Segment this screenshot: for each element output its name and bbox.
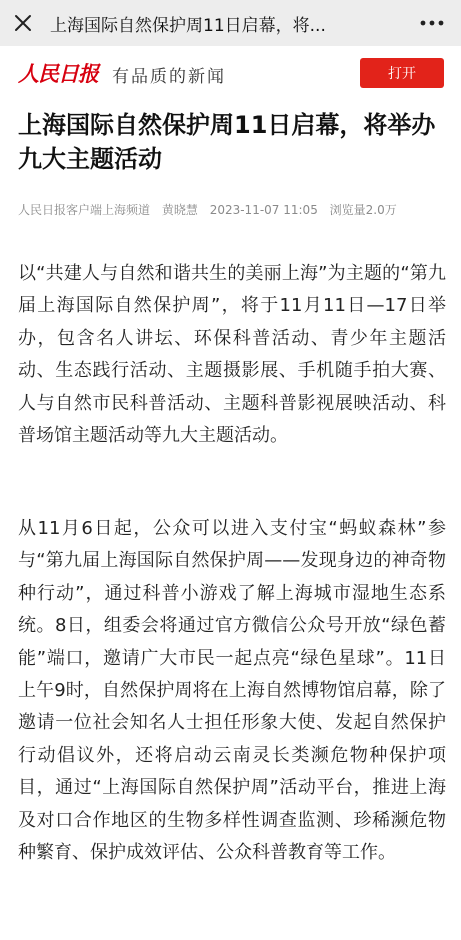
article-meta xyxy=(18,201,405,218)
close-icon xyxy=(14,14,32,32)
people-daily-logo: 人民日报 xyxy=(18,61,98,86)
slogan: 有品质的新闻 xyxy=(112,67,226,87)
article-paragraph: 以“共建人与自然和谐共生的美丽上海”为主题的“第九届上海国际自然保护周”，将于11月11日—17日举办，包含名人讲坛、环保科普活动、青少年主题活动、生态践行活动、主题摄影展、手机随手拍大赛、人与自然市民科普活动、主题科普影视展映活动、科普场馆主题活动等九大主题活动。 xyxy=(18,263,446,447)
article-paragraph: 从11月6日起，公众可以进入支付宝“蚂蚁森林”参与“第九届上海国际自然保护周——发现身边的神奇物种行动”，通过科普小游戏了解上海城市湿地生态系统。8日，组委会将通过官方微信公众号开放“绿色蓄能”端口，邀请广大市民一起点亮“绿色星球”。11日上午9时，自然保护周将在上海自然博物馆启幕，除了邀请一位社会知名人士担任形象大使、发起自然保护行动倡议外，还将启动云南灵长类濒危物种保护项目，通过“上海国际自然保护周”活动平台，推进上海及对口合作地区的生物多样性调查监测、珍稀濒危物种繁育、保护成效评估、公众科普教育等工作。 xyxy=(18,518,446,864)
more-options-button[interactable] xyxy=(403,0,461,46)
article-datetime: 2023-11-07 11:05 xyxy=(209,203,318,217)
top-navigation-bar xyxy=(0,0,461,46)
brand-bar xyxy=(0,46,461,100)
article-source: 人民日报客户端上海频道 xyxy=(18,203,151,217)
more-horizontal-icon xyxy=(420,20,444,26)
page-title: 上海国际自然保护周11日启幕，将... xyxy=(50,15,326,36)
article-headline: 上海国际自然保护周11日启幕，将举办九大主题活动 xyxy=(18,111,436,173)
article-views: 浏览量2.0万 xyxy=(329,203,397,217)
article-author: 黄晓慧 xyxy=(161,203,198,217)
open-app-button[interactable]: 打开 xyxy=(360,58,444,88)
close-button[interactable] xyxy=(0,0,46,46)
